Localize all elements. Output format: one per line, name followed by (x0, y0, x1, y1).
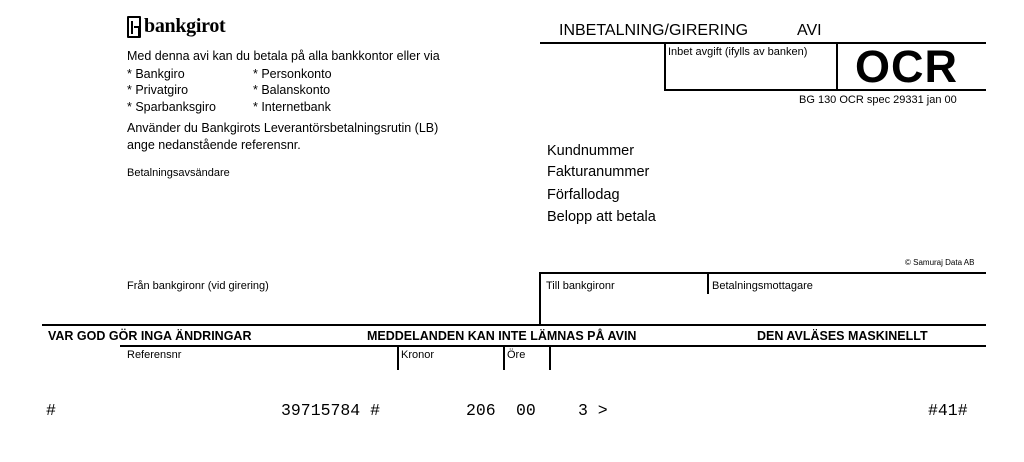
bankgiro-divider (707, 272, 709, 294)
notice-no-changes: VAR GOD GÖR INGA ÄNDRINGAR (48, 329, 252, 343)
copyright: © Samuraj Data AB (905, 258, 975, 267)
bankgirot-logo (127, 15, 225, 38)
bankgiro-left-border (539, 272, 541, 325)
fee-box-label: Inbet avgift (ifylls av banken) (668, 46, 808, 58)
notice-bottom-rule (120, 345, 986, 347)
field-kundnummer: Kundnummer (547, 143, 635, 159)
form-type: AVI (797, 22, 822, 39)
channel-bankgiro: * Bankgiro (127, 67, 185, 81)
recipient-label: Betalningsmottagare (712, 280, 813, 292)
ocr-label: OCR (855, 41, 958, 92)
ore-right-border (549, 345, 551, 370)
notice-machine-read: DEN AVLÄSES MASKINELLT (757, 329, 928, 343)
ore-left-border (503, 345, 505, 370)
form-title: INBETALNING/GIRERING (559, 22, 749, 39)
reference-label: Referensnr (127, 349, 182, 361)
fee-box-left-border (664, 42, 666, 90)
bankgiro-top-rule (539, 272, 986, 274)
from-bankgiro-label: Från bankgironr (vid girering) (127, 280, 269, 292)
kronor-left-border (397, 345, 399, 370)
intro-text: Med denna avi kan du betala på alla bankkontor eller via (127, 49, 440, 63)
ocr-line-kronor: 206 (466, 401, 496, 420)
lb-instruction-2: ange nedanstående referensnr. (127, 138, 301, 152)
ocr-spec: BG 130 OCR spec 29331 jan 00 (799, 94, 957, 106)
ocr-line-reference: 39715784 # (281, 401, 381, 420)
brand-name: bankgirot (144, 15, 226, 37)
channel-sparbanksgiro: * Sparbanksgiro (127, 100, 216, 114)
channel-balanskonto: * Balanskonto (253, 83, 331, 97)
field-belopp: Belopp att betala (547, 209, 656, 225)
channel-personkonto: * Personkonto (253, 67, 332, 81)
field-forfallodag: Förfallodag (547, 187, 620, 203)
notice-no-messages: MEDDELANDEN KAN INTE LÄMNAS PÅ AVIN (367, 329, 637, 343)
ocr-line-account: #41# (928, 401, 968, 420)
ore-label: Öre (507, 349, 526, 361)
bankgirot-logo-mark (127, 16, 141, 38)
to-bankgiro-label: Till bankgironr (546, 280, 615, 292)
channel-privatgiro: * Privatgiro (127, 83, 189, 97)
notice-top-rule (42, 324, 986, 326)
lb-instruction-1: Använder du Bankgirots Leverantörsbetalningsrutin (LB) (127, 121, 439, 135)
kronor-label: Kronor (401, 349, 435, 361)
fee-box-divider (836, 42, 838, 90)
ocr-line-start: # (46, 401, 56, 420)
channel-internetbank: * Internetbank (253, 100, 331, 114)
sender-label: Betalningsavsändare (127, 167, 230, 179)
ocr-line-check: 3 > (578, 401, 608, 420)
field-fakturanummer: Fakturanummer (547, 164, 650, 180)
ocr-line-ore: 00 (516, 401, 536, 420)
